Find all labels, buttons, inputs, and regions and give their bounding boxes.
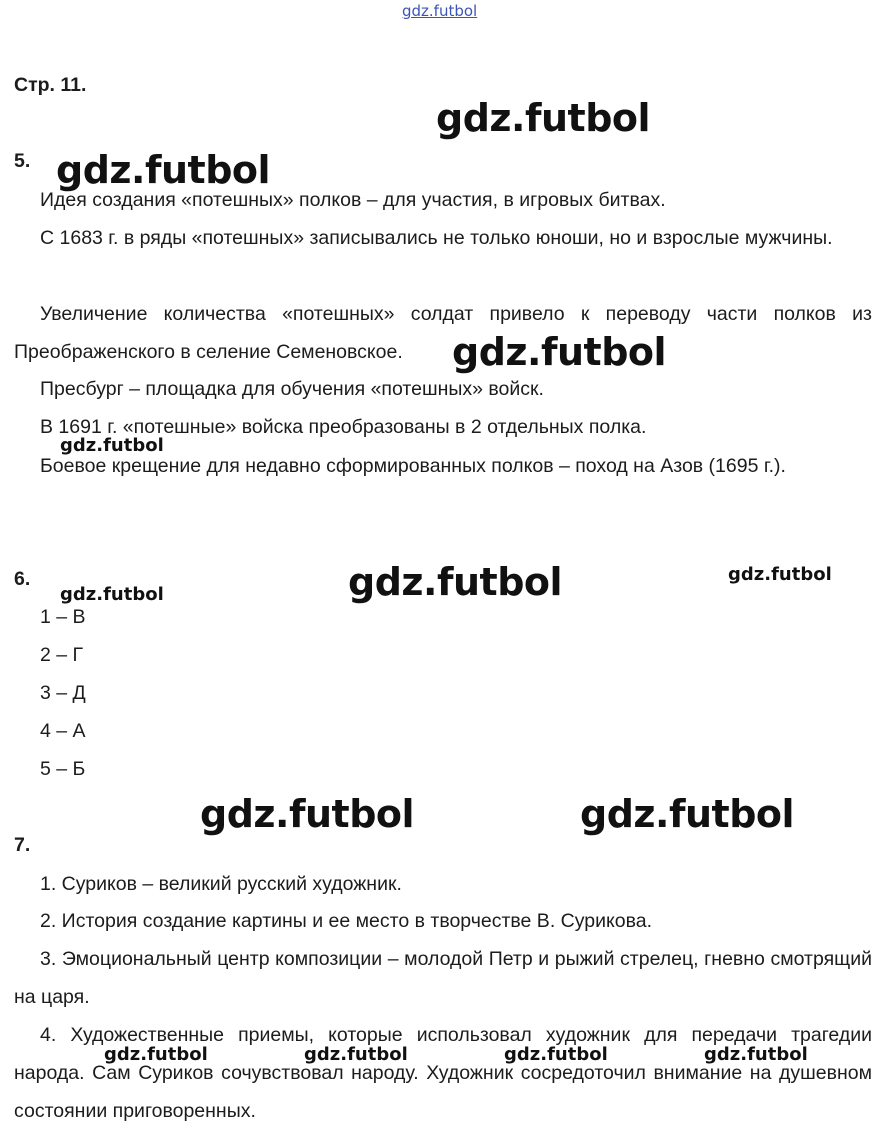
answer-item: 1 – В [40, 606, 86, 628]
watermark: gdz.futbol [728, 564, 832, 585]
section-7-paragraph: 3. Эмоциональный центр композиции – молодой Петр и рыжий стрелец, гневно смотрящий на царя. [14, 948, 872, 1008]
section-5-paragraph: Боевое крещение для недавно сформированных полков – поход на Азов (1695 г.). [40, 455, 786, 477]
section-5-paragraph: Идея создания «потешных» полков – для участия, в игровых битвах. [40, 189, 666, 211]
section-7-paragraph: 1. Суриков – великий русский художник. [40, 873, 402, 895]
watermark: gdz.futbol [60, 584, 164, 605]
section-5-paragraph: Пресбург – площадка для обучения «потешных» войск. [40, 378, 544, 400]
answer-item: 4 – А [40, 720, 86, 742]
page-label: Стр. 11. [14, 74, 87, 96]
section-7-paragraph: 4. Художественные приемы, которые использовал художник для передачи трагедии народа. Сам Суриков сочувствовал народу. Художник сосредоточил внимание на душевном состоянии приговоренных. [14, 1024, 872, 1122]
watermark: gdz.futbol [200, 792, 415, 836]
watermark: gdz.futbol [56, 148, 271, 192]
section-7-number: 7. [14, 834, 31, 856]
header-link[interactable]: gdz.futbol [402, 2, 478, 20]
section-5-paragraph: Увеличение количества «потешных» солдат привело к переводу части полков из Преображенского в селение Семеновское. [14, 303, 872, 363]
answer-item: 3 – Д [40, 682, 86, 704]
section-7-paragraph: 2. История создание картины и ее место в творчестве В. Сурикова. [40, 910, 653, 932]
watermark: gdz.futbol [452, 330, 667, 374]
watermark: gdz.futbol [436, 96, 651, 140]
watermark: gdz.futbol [104, 1044, 208, 1065]
watermark: gdz.futbol [504, 1044, 608, 1065]
section-5-paragraph: В 1691 г. «потешные» войска преобразованы в 2 отдельных полка. [40, 416, 647, 438]
section-5-number: 5. [14, 150, 31, 172]
section-6-number: 6. [14, 568, 31, 590]
section-5-paragraph: С 1683 г. в ряды «потешных» записывались не только юноши, но и взрослые мужчины. [40, 227, 833, 249]
watermark: gdz.futbol [348, 560, 563, 604]
watermark: gdz.futbol [304, 1044, 408, 1065]
watermark: gdz.futbol [704, 1044, 808, 1065]
answer-item: 5 – Б [40, 758, 86, 780]
answer-item: 2 – Г [40, 644, 84, 666]
watermark: gdz.futbol [60, 435, 164, 456]
watermark: gdz.futbol [580, 792, 795, 836]
